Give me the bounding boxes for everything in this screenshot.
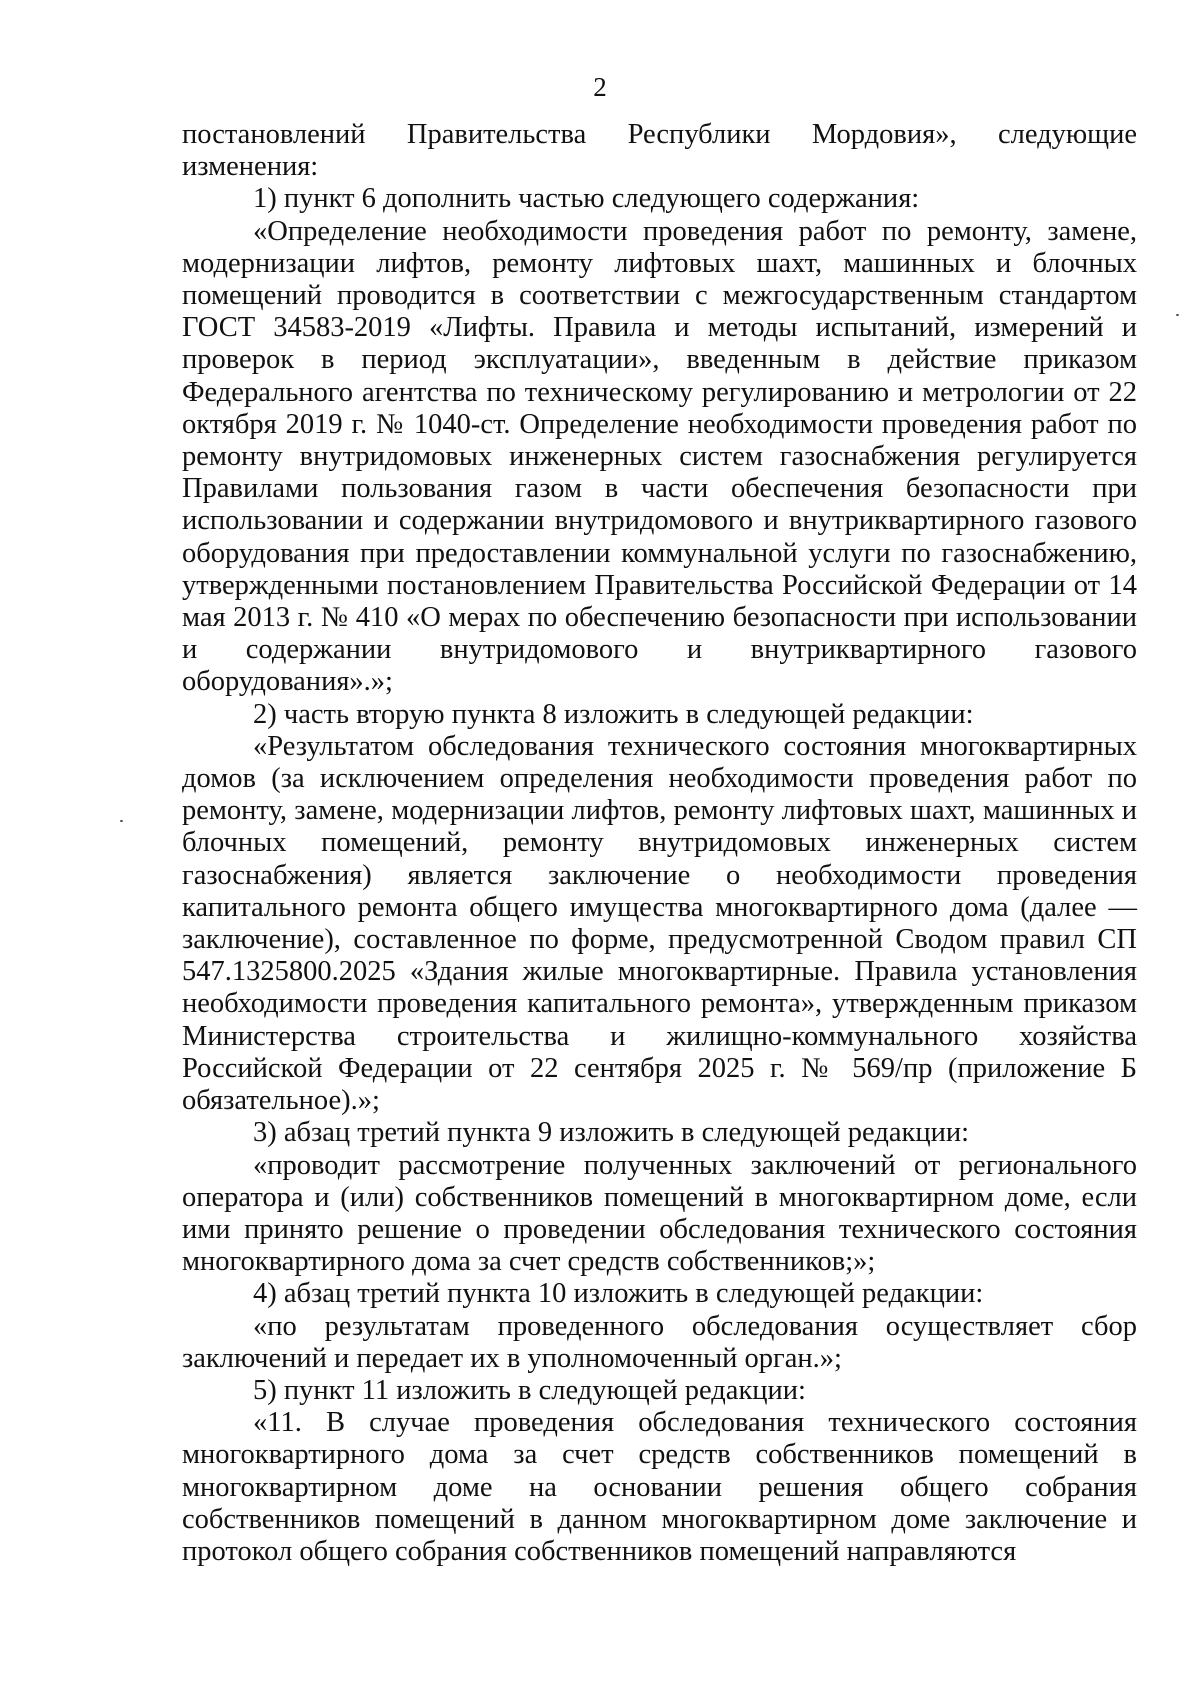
- paragraph: 4) абзац третий пункта 10 изложить в следующей редакции:: [253, 1278, 984, 1310]
- document-body: [182, 119, 1137, 1568]
- paragraph: «по результатам проведенного обследования осуществляет сбор заключений и передает их в уполномоченный орган.»;: [182, 1310, 1137, 1374]
- paragraph: «11. В случае проведения обследования технического состояния многоквартирного дома за счет средств собственников помещений в многоквартирном доме на основании решения общего собрания собственников помещений в данном многоквартирном доме заключение и протокол общего собрания собственников помещений направляются: [182, 1407, 1137, 1567]
- paragraph: 2) часть вторую пункта 8 изложить в следующей редакции:: [253, 698, 974, 730]
- paragraph: 3) абзац третий пункта 9 изложить в следующей редакции:: [253, 1117, 969, 1149]
- paragraph: «Результатом обследования технического состояния многоквартирных домов (за исключением определения необходимости проведения работ по ремонту, замене, модернизации лифтов, ремонту лифтовых шахт, машинных и блочных помещений, ремонту внутридомовых инженерных систем газоснабжения) является заключение о необходимости проведения капитального ремонта общего имущества многоквартирного дома (далее — заключение), составленное по форме, предусмотренной Сводом правил СП 547.1325800.2025 «Здания жилые многоквартирные. Правила установления необходимости проведения капитального ремонта», утвержденным приказом Министерства строительства и жилищно-коммунального хозяйства Российской Федерации от 22 сентября 2025 г. № 569/пр (приложение Б обязательное).»;: [182, 730, 1137, 1117]
- scan-artifact: [1176, 314, 1179, 316]
- paragraph: постановлений Правительства Республики Мордовия», следующие изменения:: [182, 119, 1137, 183]
- paragraph: 1) пункт 6 дополнить частью следующего содержания:: [253, 183, 920, 215]
- paragraph: 5) пункт 11 изложить в следующей редакции:: [253, 1374, 806, 1406]
- paragraph: «Определение необходимости проведения работ по ремонту, замене, модернизации лифтов, ремонту лифтовых шахт, машинных и блочных помещений проводится в соответствии с межгосударственным стандартом ГОСТ 34583-2019 «Лифты. Правила и методы испытаний, измерений и проверок в период эксплуатации», введенным в действие приказом Федерального агентства по техническому регулированию и метрологии от 22 октября 2019 г. № 1040-ст. Определение необходимости проведения работ по ремонту внутридомовых инженерных систем газоснабжения регулируется Правилами пользования газом в части обеспечения безопасности при использовании и содержании внутридомового и внутриквартирного газового оборудования при предоставлении коммунальной услуги по газоснабжению, утвержденными постановлением Правительства Российской Федерации от 14 мая 2013 г. № 410 «О мерах по обеспечению безопасности при использовании и содержании внутридомового и внутриквартирного газового оборудования».»;: [182, 215, 1137, 698]
- scan-artifact: [120, 820, 123, 822]
- page-number: 2: [593, 72, 607, 102]
- paragraph: «проводит рассмотрение полученных заключений от регионального оператора и (или) собственников помещений в многоквартирном доме, если ими принято решение о проведении обследования технического состояния многоквартирного дома за счет средств собственников;»;: [182, 1149, 1137, 1278]
